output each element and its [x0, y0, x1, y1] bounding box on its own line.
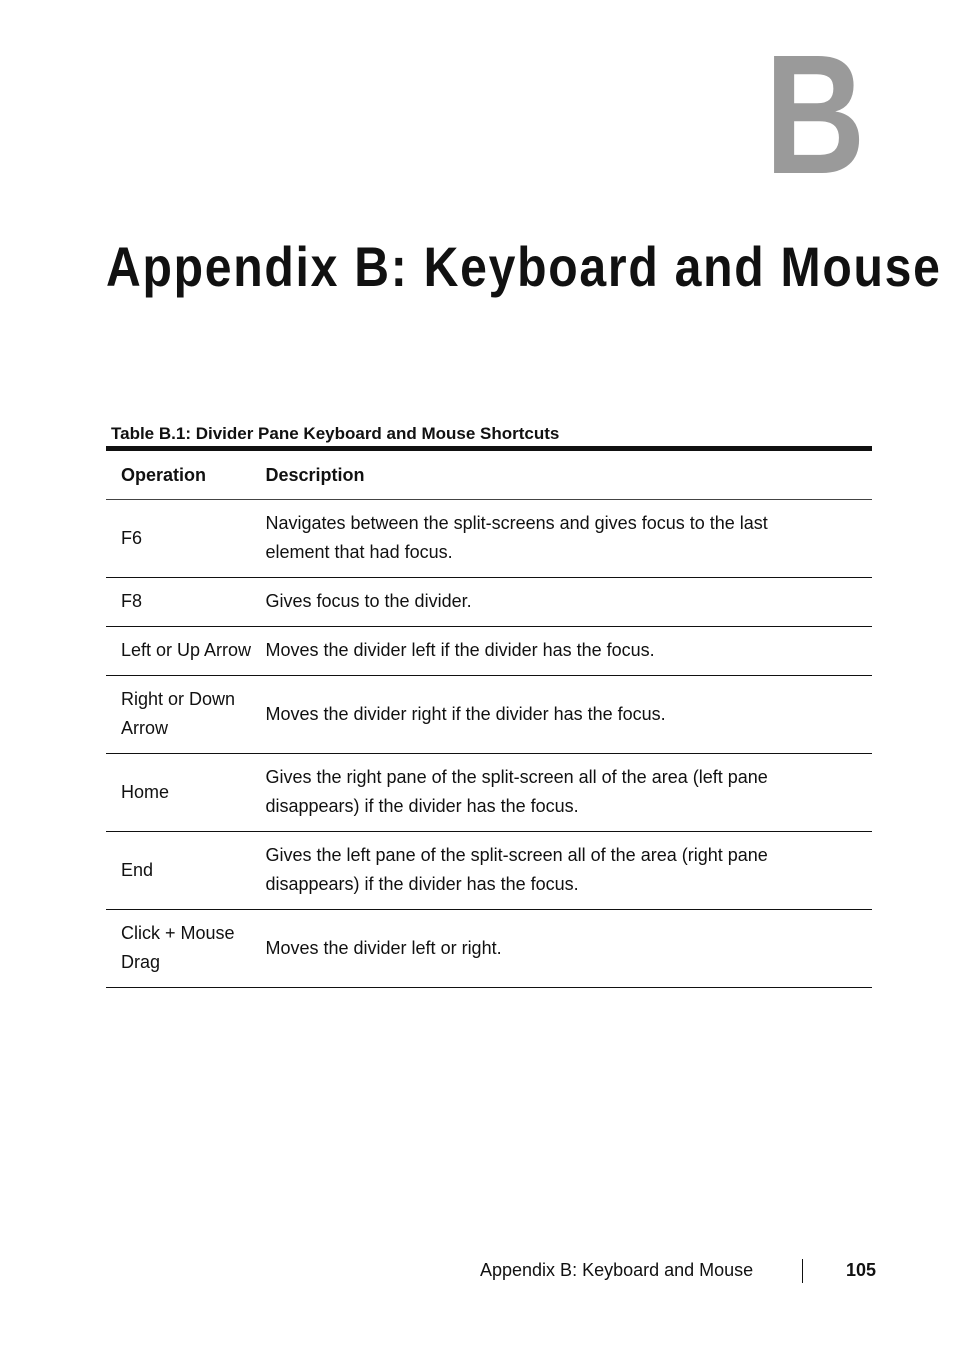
table-row [106, 578, 872, 627]
footer-divider [802, 1259, 803, 1283]
table-row [106, 910, 872, 988]
page-number: 105 [846, 1260, 877, 1280]
page-title: Appendix B: Keyboard and Mouse [106, 235, 942, 298]
footer-running-title: Appendix B: Keyboard and Mouse [480, 1260, 754, 1280]
description-cell: Gives focus to the divider. [265, 578, 872, 627]
header-operation: Operation [106, 449, 265, 500]
table-row [106, 676, 872, 754]
header-description: Description [265, 449, 872, 500]
description-cell: Moves the divider left if the divider has the focus. [265, 627, 872, 676]
description-cell: Gives the left pane of the split-screen all of the area (right pane disappears) if the divider has the focus. [265, 832, 872, 910]
operation-cell: End [106, 832, 265, 910]
table-row [106, 754, 872, 832]
operation-cell: Home [106, 754, 265, 832]
operation-cell: F8 [106, 578, 265, 627]
shortcut-table [106, 446, 872, 988]
description-cell: Moves the divider right if the divider has the focus. [265, 676, 872, 754]
operation-cell: Click + Mouse Drag [106, 910, 265, 988]
operation-cell: Right or Down Arrow [106, 676, 265, 754]
table-caption: Table B.1: Divider Pane Keyboard and Mouse Shortcuts [111, 424, 560, 443]
description-cell: Moves the divider left or right. [265, 910, 872, 988]
table-row [106, 500, 872, 578]
operation-cell: F6 [106, 500, 265, 578]
description-cell: Navigates between the split-screens and gives focus to the last element that had focus. [265, 500, 872, 578]
operation-cell: Left or Up Arrow [106, 627, 265, 676]
table-header-row [106, 449, 872, 500]
table-row [106, 832, 872, 910]
table-row [106, 627, 872, 676]
chapter-letter: B [764, 20, 864, 210]
description-cell: Gives the right pane of the split-screen all of the area (left pane disappears) if the divider has the focus. [265, 754, 872, 832]
